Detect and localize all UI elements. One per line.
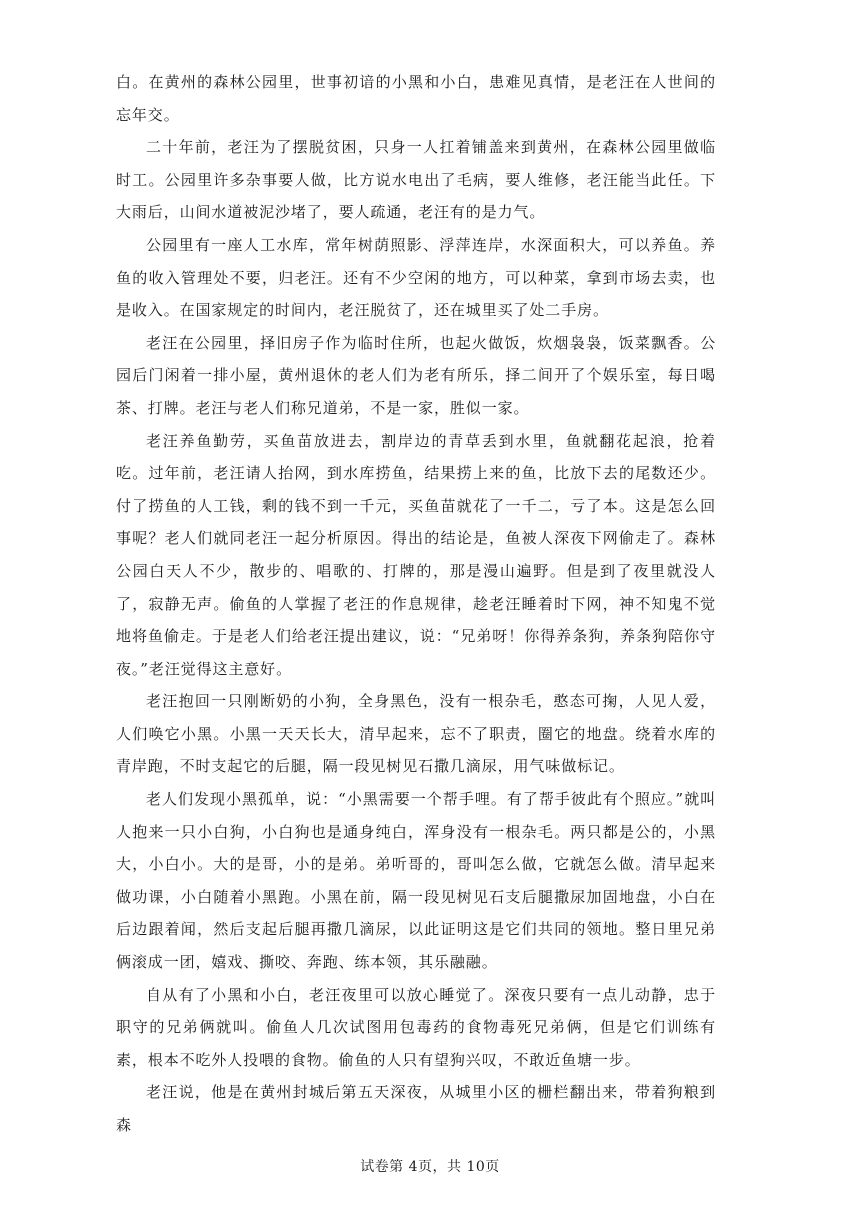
paragraph-7: 老人们发现小黑孤单，说：“小黑需要一个帮手哩。有了帮手彼此有个照应。”就叫人抱来一只小白狗，小白狗也是通身纯白，浑身没有一根杂毛。两只都是公的，小黑大，小白小。大的是哥，小的是弟。弟听哥的，哥叫怎么做，它就怎么做。清早起来做功课，小白随着小黑跑。小黑在前，隔一段见树见石支后腿撒尿加固地盘，小白在后边跟着闻，然后支起后腿再撒几滴尿，以此证明这是它们共同的领地。整日里兄弟俩滚成一团，嬉戏、撕咬、奔跑、练本领，其乐融融。 (116, 790, 716, 972)
paragraph-1: 白。在黄州的森林公园里，世事初谙的小黑和小白，患难见真情，是老汪在人世间的忘年交。 (116, 73, 716, 124)
paragraph-2: 二十年前，老汪为了摆脱贫困，只身一人扛着铺盖来到黄州，在森林公园里做临时工。公园里许多杂事要人做，比方说水电出了毛病，要人维修，老汪能当此任。下大雨后，山间水道被泥沙堵了，要人疏通，老汪有的是力气。 (116, 138, 716, 222)
paragraph-6: 老汪抱回一只刚断奶的小狗，全身黑色，没有一根杂毛，憨态可掬，人见人爱，人们唤它小黑。小黑一天天长大，清早起来，忘不了职责，圈它的地盘。绕着水库的青岸跑，不时支起它的后腿，隔一段见树见石撒几滴尿，用气味做标记。 (116, 692, 716, 776)
article-body (116, 66, 716, 1142)
paragraph-3: 公园里有一座人工水库，常年树荫照影、浮萍连岸，水深面积大，可以养鱼。养鱼的收入管理处不要，归老汪。还有不少空闲的地方，可以种菜，拿到市场去卖，也是收入。在国家规定的时间内，老汪脱贫了，还在城里买了处二手房。 (116, 235, 716, 320)
paragraph-8: 自从有了小黑和小白，老汪夜里可以放心睡觉了。深夜只要有一点儿动静，忠于职守的兄弟俩就叫。偷鱼人几次试图用包毒药的食物毒死兄弟俩，但是它们训练有素，根本不吃外人投喂的食物。偷鱼的人只有望狗兴叹，不敢近鱼塘一步。 (116, 985, 716, 1069)
page-footer: 试卷第 4页，共 10页 (360, 1159, 500, 1175)
paragraph-4: 老汪在公园里，择旧房子作为临时住所，也起火做饭，炊烟袅袅，饭菜飘香。公园后门闲着一排小屋，黄州退休的老人们为老有所乐，择二间开了个娱乐室，每日喝茶、打牌。老汪与老人们称兄道弟，不是一家，胜似一家。 (116, 333, 716, 417)
paragraph-9: 老汪说，他是在黄州封城后第五天深夜，从城里小区的栅栏翻出来，带着狗粮到森 (116, 1083, 716, 1134)
paragraph-5: 老汪养鱼勤劳，买鱼苗放进去，割岸边的青草丢到水里，鱼就翻花起浪，抢着吃。过年前，老汪请人抬网，到水库捞鱼，结果捞上来的鱼，比放下去的尾数还少。付了捞鱼的人工钱，剩的钱不到一千元，买鱼苗就花了一千二，亏了本。这是怎么回事呢？老人们就同老汪一起分析原因。得出的结论是，鱼被人深夜下网偷走了。森林公园白天人不少，散步的、唱歌的、打牌的，那是漫山遍野。但是到了夜里就没人了，寂静无声。偷鱼的人掌握了老汪的作息规律，趁老汪睡着时下网，神不知鬼不觉地将鱼偷走。于是老人们给老汪提出建议，说：“兄弟呀！你得养条狗，养条狗陪你守夜。”老汪觉得这主意好。 (116, 431, 716, 678)
